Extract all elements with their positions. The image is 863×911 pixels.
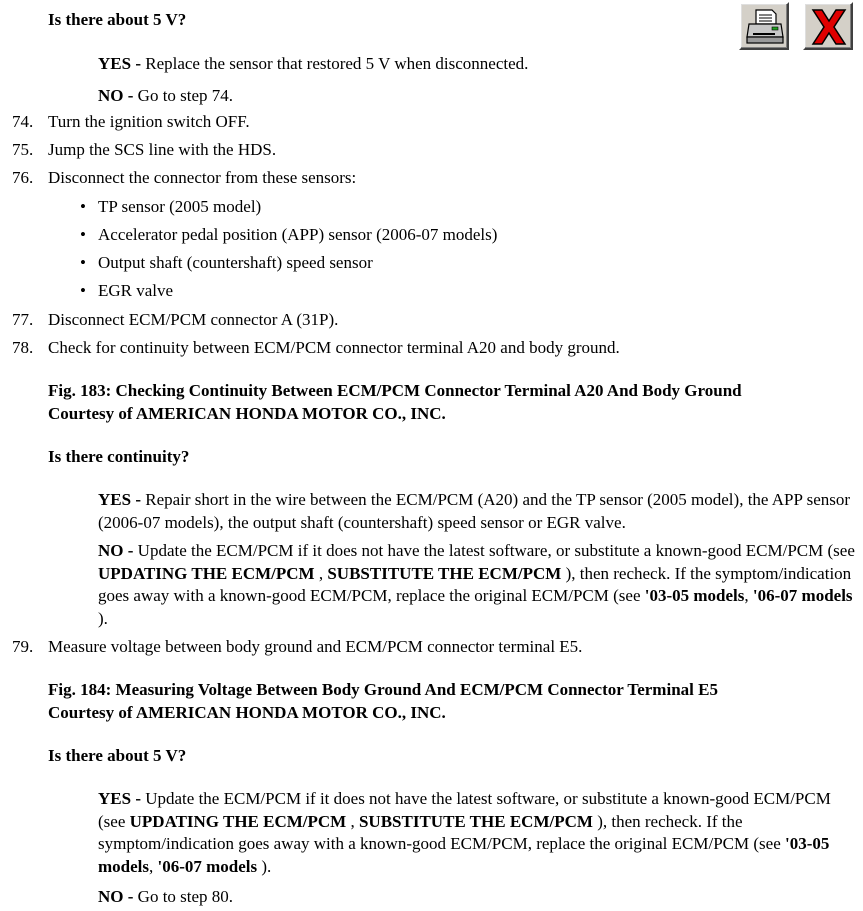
bullet: • xyxy=(80,197,86,216)
separator: , xyxy=(149,856,158,876)
bullet: • xyxy=(80,225,86,244)
fig-183-courtesy: Courtesy of AMERICAN HONDA MOTOR CO., INC. xyxy=(48,404,446,423)
no-text: Go to step 80. xyxy=(133,887,234,906)
link-03-05-models[interactable]: '03-05 models xyxy=(644,586,745,605)
step-number: 78. xyxy=(12,338,34,357)
no-text: Update the ECM/PCM if it does not have the latest software, or substitute a known-good ECM/PCM (see xyxy=(133,541,855,560)
link-updating-ecm[interactable]: UPDATING THE ECM/PCM xyxy=(129,811,347,831)
close-x-icon xyxy=(808,7,850,47)
answer-yes-top xyxy=(98,53,528,75)
answer-yes-78 xyxy=(98,489,858,534)
separator: , xyxy=(744,586,753,605)
step-78-text: Check for continuity between ECM/PCM connector terminal A20 and body ground. xyxy=(48,338,620,357)
step-number: 75. xyxy=(12,140,34,159)
step-number: 74. xyxy=(12,112,34,131)
step-number: 77. xyxy=(12,310,34,329)
no-text: ). xyxy=(98,608,108,628)
question-5v-top: Is there about 5 V? xyxy=(48,10,187,29)
question-5v-79: Is there about 5 V? xyxy=(48,746,187,765)
fig-184-title: Fig. 184: Measuring Voltage Between Body Ground And ECM/PCM Connector Terminal E5 xyxy=(48,680,718,699)
link-03-05-models[interactable]: '03-05 models xyxy=(98,834,830,876)
sensor-list-item: Accelerator pedal position (APP) sensor (2006-07 models) xyxy=(98,225,498,244)
question-continuity: Is there continuity? xyxy=(48,447,190,466)
yes-text: ), then recheck. If the symptom/indication goes away with a known-good ECM/PCM, replace the original ECM/PCM (see xyxy=(98,811,785,853)
link-substitute-ecm[interactable]: SUBSTITUTE THE ECM/PCM xyxy=(327,563,562,583)
separator: , xyxy=(314,563,328,583)
no-label: NO - xyxy=(98,541,134,560)
link-06-07-models[interactable]: '06-07 models xyxy=(157,856,258,876)
no-label: NO - xyxy=(98,887,134,906)
step-74-text: Turn the ignition switch OFF. xyxy=(48,112,250,131)
print-button[interactable] xyxy=(739,2,789,50)
sensor-list-item: EGR valve xyxy=(98,281,174,300)
step-number: 76. xyxy=(12,168,34,187)
yes-text: Update the ECM/PCM if it does not have the latest software, or substitute a known-good ECM/PCM (see xyxy=(98,789,831,831)
step-79-text: Measure voltage between body ground and ECM/PCM connector terminal E5. xyxy=(48,637,583,656)
link-updating-ecm[interactable]: UPDATING THE ECM/PCM xyxy=(98,563,315,583)
yes-text: ). xyxy=(257,856,272,876)
step-76-text: Disconnect the connector from these sensors: xyxy=(48,168,357,187)
sensor-list-item: TP sensor (2005 model) xyxy=(98,197,262,216)
yes-label: YES - xyxy=(98,789,141,808)
no-text: Go to step 74. xyxy=(133,86,234,105)
answer-no-78 xyxy=(98,540,858,630)
no-text: ), then recheck. If the symptom/indication goes away with a known-good ECM/PCM, replace the original ECM/PCM (see xyxy=(98,563,852,605)
yes-label: YES - xyxy=(98,54,141,73)
printer-icon xyxy=(744,7,786,47)
step-77-text: Disconnect ECM/PCM connector A (31P). xyxy=(48,310,339,329)
bullet: • xyxy=(80,281,86,300)
answer-no-79 xyxy=(98,886,233,908)
sensor-list-item: Output shaft (countershaft) speed sensor xyxy=(98,253,373,272)
yes-label: YES - xyxy=(98,490,141,509)
fig-184-courtesy: Courtesy of AMERICAN HONDA MOTOR CO., INC. xyxy=(48,703,446,722)
bullet: • xyxy=(80,253,86,272)
yes-text: Replace the sensor that restored 5 V when disconnected. xyxy=(140,54,529,73)
link-06-07-models[interactable]: '06-07 models xyxy=(752,586,853,605)
answer-yes-79 xyxy=(98,788,858,878)
separator: , xyxy=(346,811,359,831)
step-75-text: Jump the SCS line with the HDS. xyxy=(48,140,277,159)
yes-text: Repair short in the wire between the ECM/PCM (A20) and the TP sensor (2005 model), the APP sensor (2006-07 models), the output shaft (countershaft) speed sensor or EGR valve. xyxy=(98,490,851,532)
close-button[interactable] xyxy=(803,2,853,50)
fig-183-title: Fig. 183: Checking Continuity Between ECM/PCM Connector Terminal A20 And Body Ground xyxy=(48,381,742,400)
step-number: 79. xyxy=(12,637,34,656)
answer-no-top xyxy=(98,85,233,107)
no-label: NO - xyxy=(98,86,134,105)
link-substitute-ecm[interactable]: SUBSTITUTE THE ECM/PCM xyxy=(358,811,593,831)
